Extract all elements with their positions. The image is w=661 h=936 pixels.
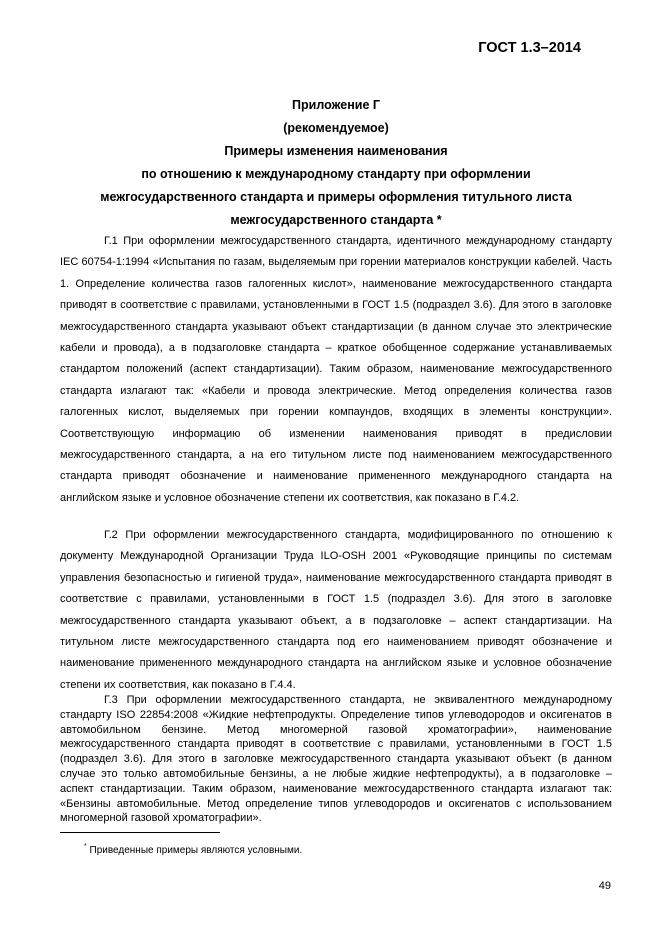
footnote-text: Приведенные примеры являются условными. xyxy=(89,845,303,856)
appendix-heading xyxy=(60,94,612,232)
appendix-status: (рекомендуемое) xyxy=(283,121,389,135)
page-number: 49 xyxy=(598,880,611,892)
appendix-subtitle-line-1: Примеры изменения наименования xyxy=(224,144,448,158)
appendix-subtitle-line-3: межгосударственного стандарта и примеры оформления титульного листа xyxy=(100,190,572,204)
footnote xyxy=(84,845,302,856)
paragraph-text: Г.1 При оформлении межгосударственного стандарта, идентичного международному стандарту IEC 60754-1:1994 «Испытания по газам, выделяемым при горении материалов конструкции кабелей. Часть 1. Определение количества газов галогенных кислот», наименование межгосударственного стандарта приводят в соответствие с правилами, установленными в ГОСТ 1.5 (подраздел 3.6). Для этого в заголовке межгосударственного стандарта указывают объект стандартизации (в данном случае это электрические кабели и провода), а в подзаголовке стандарта – краткое обобщенное содержание устанавливаемых стандартом положений (аспект стандартизации). Таким образом, наименование межгосударственного стандарта излагают так: «Кабели и провода электрические. Метод определения количества газов галогенных кислот, выделяемых при горении компаундов, входящих в элементы конструкции». Соответствующую информацию об изменении наименования приводят в предисловии межгосударственного стандарта, а на его титульном листе под наименованием межгосударственного стандарта приводят обозначение и наименование примененного международного стандарта на английском языке и условное обозначение степени их соответствия, как показано в Г.4.2. xyxy=(60,235,612,504)
footnote-divider xyxy=(60,832,220,833)
paragraph-g2 xyxy=(60,525,612,696)
footnote-marker: * xyxy=(84,843,87,850)
paragraph-g3 xyxy=(60,693,612,826)
standard-code: ГОСТ 1.3–2014 xyxy=(478,40,581,56)
appendix-subtitle-line-4: межгосударственного стандарта * xyxy=(230,213,442,227)
paragraph-text: Г.2 При оформлении межгосударственного стандарта, модифицированного по отношению к документу Международной Организации Труда ILO-OSH 2001 «Руководящие принципы по системам управления безопасностью и гигиеной труда», наименование межгосударственного стандарта приводят в соответствие с правилами, установленными в ГОСТ 1.5 (подраздел 3.6). Для этого в заголовке межгосударственного стандарта указывают объект, а в подзаголовке – аспект стандартизации. На титульном листе межгосударственного стандарта под его наименованием приводят обозначение и наименование примененного международного стандарта на английском языке и условное обозначение степени их соответствия, как показано в Г.4.4. xyxy=(60,529,612,691)
paragraph-g1 xyxy=(60,231,612,509)
paragraph-text: Г.3 При оформлении межгосударственного стандарта, не эквивалентного международному стандарту ISO 22854:2008 «Жидкие нефтепродукты. Определение типов углеводородов и оксигенатов в автомобильном бензине. Метод многомерной газовой хроматографии», наименование межгосударственного стандарта приводят в соответствие с правилами, установленными в ГОСТ 1.5 (подраздел 3.6). Для этого в заголовке межгосударственного стандарта указывают объект (в данном случае это только автомобильные бензины, а не любые жидкие нефтепродукты), а в подзаголовке – аспект стандартизации. Таким образом, наименование межгосударственного стандарта излагают так: «Бензины автомобильные. Метод определение типов углеводородов и оксигенатов с использованием многомерной газовой хроматографии». xyxy=(60,694,612,825)
appendix-title: Приложение Г xyxy=(292,98,380,112)
appendix-subtitle-line-2: по отношению к международному стандарту при оформлении xyxy=(141,167,531,181)
